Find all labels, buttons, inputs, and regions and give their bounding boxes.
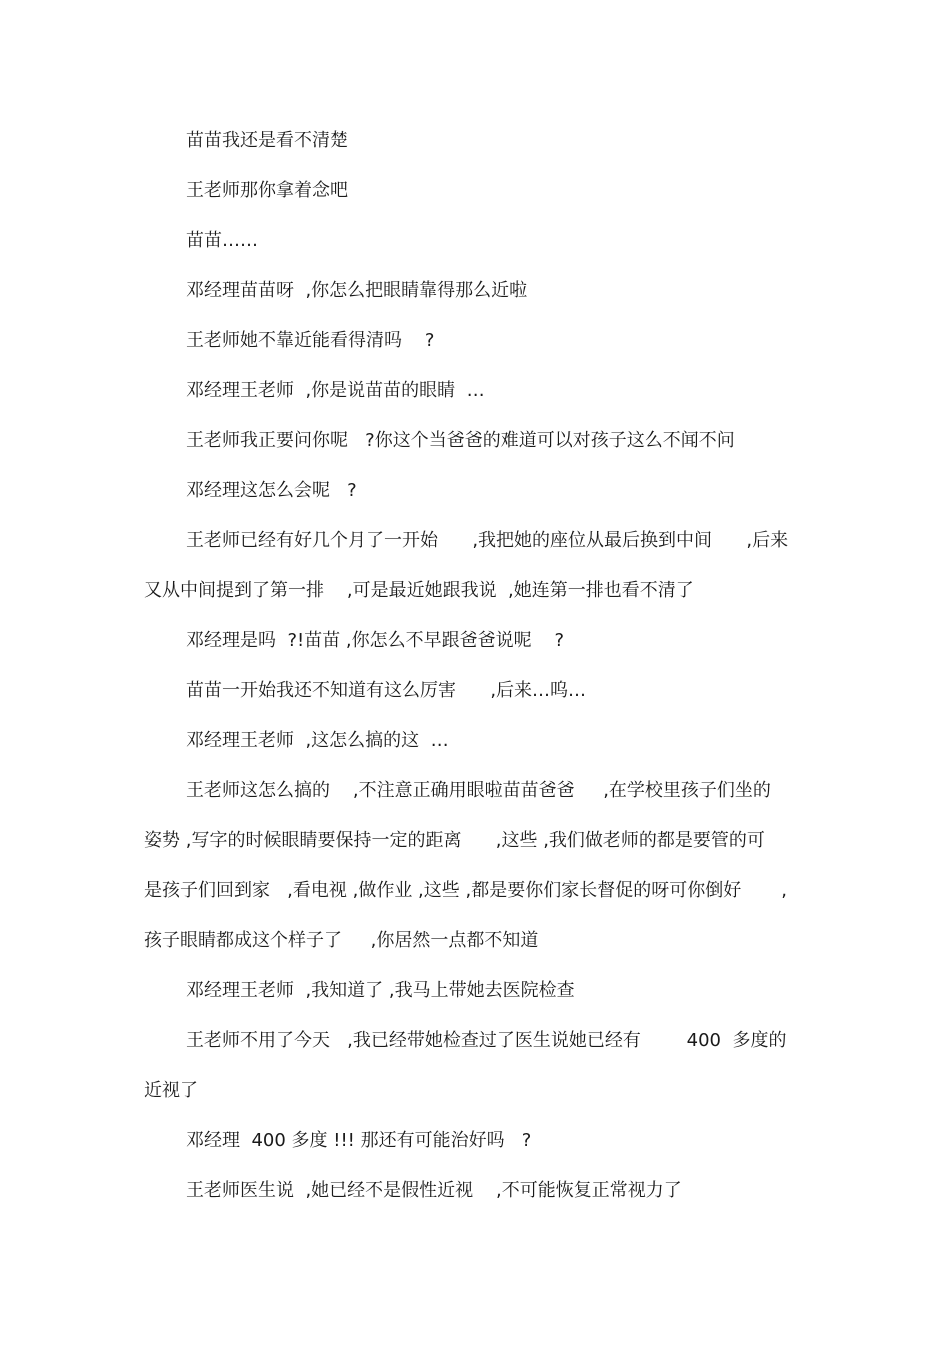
paragraph-continuation: 又从中间提到了第一排 ,可是最近她跟我说 ,她连第一排也看不清了 <box>144 580 694 601</box>
dialogue-line: 王老师医生说 ,她已经不是假性近视 ,不可能恢复正常视力了 <box>186 1180 682 1201</box>
dialogue-line: 邓经理这怎么会呢 ? <box>186 480 357 501</box>
dialogue-line: 邓经理苗苗呀 ,你怎么把眼睛靠得那么近啦 <box>186 280 528 301</box>
dialogue-line: 邓经理王老师 ,这怎么搞的这 … <box>186 730 449 751</box>
dialogue-line: 邓经理 400 多度 !!! 那还有可能治好吗 ? <box>186 1130 532 1151</box>
dialogue-line: 苗苗我还是看不清楚 <box>186 130 348 151</box>
paragraph-line: 王老师不用了今天 ,我已经带她检查过了医生说她已经有 400 多度的 <box>186 1030 787 1051</box>
dialogue-line: 邓经理是吗 ?!苗苗 ,你怎么不早跟爸爸说呢 ? <box>186 630 565 651</box>
dialogue-line: 邓经理王老师 ,你是说苗苗的眼睛 … <box>186 380 485 401</box>
dialogue-line: 邓经理王老师 ,我知道了 ,我马上带她去医院检查 <box>186 980 575 1001</box>
dialogue-line: 王老师我正要问你呢 ?你这个当爸爸的难道可以对孩子这么不闻不问 <box>186 430 735 451</box>
paragraph-continuation: 近视了 <box>144 1080 198 1101</box>
paragraph-line: 王老师已经有好几个月了一开始 ,我把她的座位从最后换到中间 ,后来 <box>186 530 789 551</box>
dialogue-line: 苗苗一开始我还不知道有这么厉害 ,后来…呜… <box>186 680 587 701</box>
paragraph-continuation: 姿势 ,写字的时候眼睛要保持一定的距离 ,这些 ,我们做老师的都是要管的可 <box>144 830 765 851</box>
paragraph-continuation: 孩子眼睛都成这个样子了 ,你居然一点都不知道 <box>144 930 539 951</box>
paragraph-line: 王老师这怎么搞的 ,不注意正确用眼啦苗苗爸爸 ,在学校里孩子们坐的 <box>186 780 771 801</box>
dialogue-line: 苗苗…… <box>186 230 258 251</box>
dialogue-line: 王老师那你拿着念吧 <box>186 180 348 201</box>
paragraph-continuation: 是孩子们回到家 ,看电视 ,做作业 ,这些 ,都是要你们家长督促的呀可你倒好 , <box>144 880 787 901</box>
dialogue-line: 王老师她不靠近能看得清吗 ? <box>186 330 435 351</box>
